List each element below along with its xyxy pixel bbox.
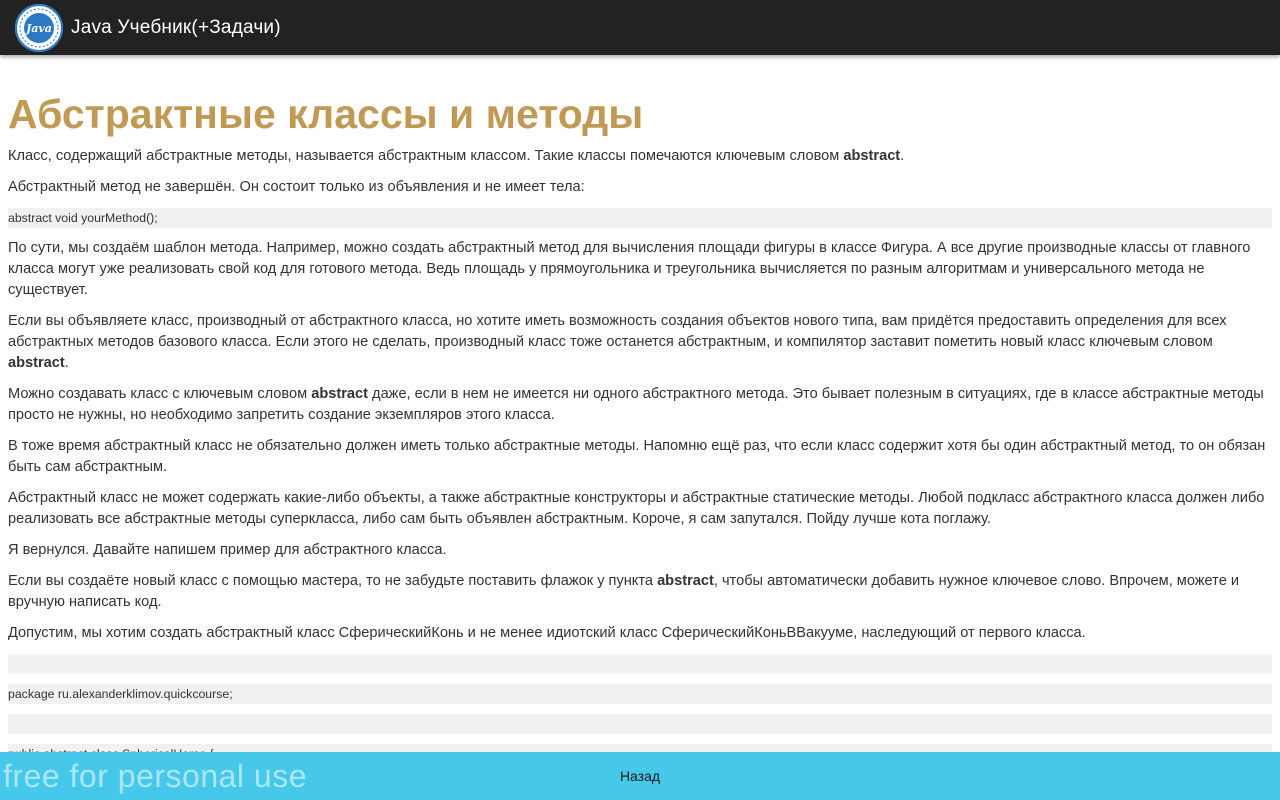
code-line: [8, 654, 1272, 674]
app-bar: [0, 0, 1280, 55]
paragraph-3: [8, 238, 1272, 301]
back-button[interactable]: Назад: [619, 768, 661, 784]
paragraph-7: [8, 488, 1272, 530]
paragraph-text: Допустим, мы хотим создать абстрактный класс СферическийКонь и не менее идиотский класс СферическийКоньВВакууме, наследующий от первого класса.: [8, 625, 1086, 642]
keyword-abstract: abstract: [843, 148, 901, 165]
paragraph-text: .: [900, 148, 905, 165]
paragraph-text: Класс, содержащий абстрактные методы, называется абстрактным классом. Такие классы помечаются ключевым словом: [8, 148, 844, 165]
paragraph-4: [8, 311, 1272, 374]
paragraph-6: [8, 436, 1272, 478]
code-line: [8, 714, 1272, 734]
paragraph-8: [8, 540, 1272, 561]
article-heading: Абстрактные классы и методы: [8, 91, 644, 137]
paragraph-text: Я вернулся. Давайте напишем пример для абстрактного класса.: [8, 542, 447, 559]
watermark-text: free for personal use: [3, 758, 307, 794]
paragraph-2: [8, 177, 1272, 198]
paragraph-text: Абстрактный класс не может содержать какие-либо объекты, а также абстрактные конструкторы и абстрактные статические методы. Любой подкласс абстрактного класса должен либо реализовать все абстрактные методы суперкласса, либо сам быть объявлен абстрактным. Короче, я сам запутался. Пойду лучше кота поглажу.: [8, 490, 1265, 528]
paragraph-5: [8, 384, 1272, 426]
paragraph-text: .: [64, 355, 69, 372]
paragraph-text: Если вы объявляете класс, производный от абстрактного класса, но хотите иметь возможность создания объектов нового типа, вам придётся предоставить определения для всех абстрактных методов базового класса. Если этого не сделать, производный класс тоже останется абстрактным, и компилятор заставит пометить новый класс ключевым словом: [8, 313, 1227, 351]
paragraph-text: Если вы создаёте новый класс с помощью мастера, то не забудьте поставить флажок у пункта: [8, 573, 658, 590]
java-logo-icon[interactable]: [15, 4, 63, 52]
paragraph-text: даже, если в нем не имеется ни одного абстрактного метода. Это бывает полезным в ситуациях, где в классе абстрактные методы просто не нужны, но необходимо запретить создание экземпляров этого класса.: [8, 386, 1264, 424]
paragraph-text: Абстрактный метод не завершён. Он состоит только из объявления и не имеет тела:: [8, 179, 585, 196]
code-line: package ru.alexanderklimov.quickcourse;: [8, 684, 1272, 704]
keyword-abstract: abstract: [311, 386, 368, 403]
bottom-bar: [0, 752, 1280, 800]
article-content[interactable]: [0, 55, 1280, 752]
keyword-abstract: abstract: [8, 355, 65, 372]
paragraph-10: [8, 623, 1272, 644]
paragraph-text: В тоже время абстрактный класс не обязательно должен иметь только абстрактные методы. Напомню ещё раз, что если класс содержит хотя бы один абстрактный метод, то он обязан быть сам абстрактным.: [8, 438, 1266, 476]
paragraph-text: По сути, мы создаём шаблон метода. Например, можно создать абстрактный метод для вычисления площади фигуры в классе Фигура. А все другие производные классы от главного класса могут уже реализовать свой код для готового метода. Ведь площадь у прямоугольника и треугольника вычисляется по разным алгоритмам и универсального метода не существует.: [8, 240, 1251, 299]
keyword-abstract: abstract: [657, 573, 714, 590]
code-block-inline: abstract void yourMethod();: [8, 208, 1272, 228]
paragraph-1: [8, 146, 1272, 167]
logo-text: Java: [26, 21, 52, 35]
paragraph-9: [8, 571, 1272, 613]
paragraph-text: Можно создавать класс с ключевым словом: [8, 386, 312, 403]
app-title: Java Учебник(+Задачи): [71, 16, 281, 38]
paragraph-text: , чтобы автоматически добавить нужное ключевое слово. Впрочем, можете и вручную написать код.: [8, 573, 1240, 611]
